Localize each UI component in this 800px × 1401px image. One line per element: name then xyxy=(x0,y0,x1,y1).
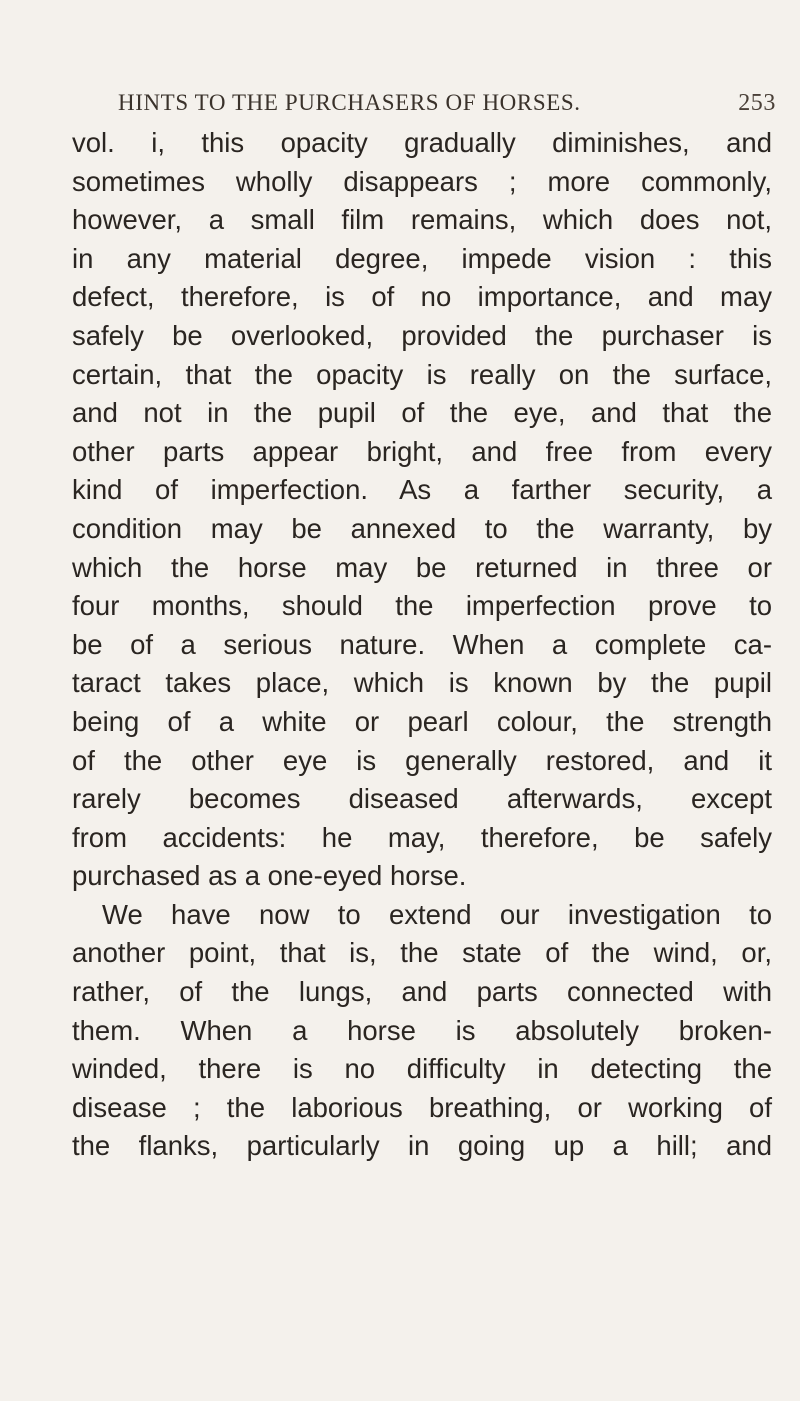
text-line: vol. i, this opacity gradually diminishes, and xyxy=(72,127,772,158)
text-line: however, a small film remains, which does not, xyxy=(72,204,772,236)
text-line: other parts appear bright, and free from every xyxy=(72,435,772,467)
text-line: another point, that is, the state of the wind, or, xyxy=(72,937,772,969)
text-line: being of a white or pearl colour, the strength xyxy=(72,705,772,737)
text-line: of the other eye is generally restored, and it xyxy=(72,744,772,776)
page-number: 253 xyxy=(738,90,776,116)
text-line: rather, of the lungs, and parts connected with xyxy=(72,976,772,1008)
text-line: defect, therefore, is of no importance, and may xyxy=(72,281,772,313)
text-line: be of a serious nature. When a complete ca- xyxy=(72,628,772,660)
running-head xyxy=(118,90,788,128)
text-line: We have now to extend our investigation to xyxy=(102,898,772,930)
text-line: sometimes wholly disappears ; more commonly, xyxy=(72,165,772,197)
text-line: disease ; the laborious breathing, or working of xyxy=(72,1091,772,1123)
text-line: kind of imperfection. As a farther security, a xyxy=(72,474,772,506)
text-line: from accidents: he may, therefore, be safely xyxy=(72,821,772,853)
text-line: which the horse may be returned in three or xyxy=(72,551,772,583)
text-line: safely be overlooked, provided the purchaser is xyxy=(72,319,772,351)
text-line: purchased as a one-eyed horse. xyxy=(72,860,467,892)
text-line: the flanks, particularly in going up a hill; and xyxy=(72,1130,772,1162)
text-line: winded, there is no difficulty in detecting the xyxy=(72,1053,772,1085)
text-line: four months, should the imperfection prove to xyxy=(72,590,772,622)
text-line: and not in the pupil of the eye, and that the xyxy=(72,397,772,429)
text-line: them. When a horse is absolutely broken- xyxy=(72,1014,772,1046)
text-line: condition may be annexed to the warranty, by xyxy=(72,512,772,544)
body-text xyxy=(72,124,772,1166)
text-line: in any material degree, impede vision : this xyxy=(72,242,772,274)
text-line: rarely becomes diseased afterwards, except xyxy=(72,783,772,815)
text-line: certain, that the opacity is really on the surface, xyxy=(72,358,772,390)
text-line: taract takes place, which is known by the pupil xyxy=(72,667,772,699)
running-title: HINTS TO THE PURCHASERS OF HORSES. xyxy=(118,90,581,115)
